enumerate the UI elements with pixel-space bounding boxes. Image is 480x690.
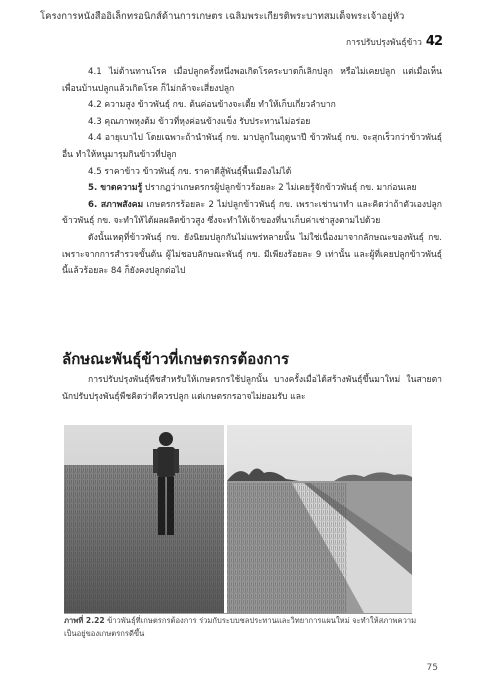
item-5-label: 5. ขาดความรู้: [88, 183, 143, 194]
summary-paragraph: ดังนั้นเหตุที่ข้าวพันธุ์ กข. ยังนิยมปลูกกันไม่แพร่หลายนั้น ไม่ใช่เนื่องมาจากลักษณะของพันธุ์ กข. เพราะจากการสำรวจขั้นต้น ผู้ไม่ชอบลักษณะพันธุ์ กข. มีเพียงร้อยละ 9 เท่านั้น และผู้ที่เคยปลูกข้าวพันธุ์นี้แล้วร้อยละ 84 ก็ยังคงปลูกต่อไป: [62, 232, 442, 277]
section-header: [346, 34, 442, 49]
section-header-label: การปรับปรุงพันธุ์ข้าว: [345, 37, 422, 48]
body-text: [62, 64, 442, 280]
caption-text: ข้าวพันธุ์ที่เกษตรกรต้องการ ร่วมกับระบบชลประทานและวิทยาการแผนใหม่ จะทำให้สภาพความเป็นอยู่ของเกษตรกรดีขึ้น: [64, 616, 417, 638]
photo-illustration: [64, 425, 412, 613]
item-5-text: ปรากฏว่าเกษตรกรผู้ปลูกข้าวร้อยละ 2 ไม่เคยรู้จักข้าวพันธุ์ กข. มาก่อนเลย: [142, 183, 417, 194]
item-4-5: 4.5 ราคาข้าว ข้าวพันธุ์ กข. ราคาดีสู้พันธุ์พื้นเมืองไม่ได้: [88, 166, 292, 177]
intro-paragraph: การปรับปรุงพันธุ์พืชสำหรับให้เกษตรกรใช้ปลูกนั้น บางครั้งเมื่อได้สร้างพันธุ์ขึ้นมาใหม่ ในสายตานักปรับปรุงพันธุ์พืชคิดว่าดีควรปลูก แต่เกษตรกรอาจไม่ยอมรับ และ: [62, 375, 442, 402]
section-title: ลักษณะพันธุ์ข้าวที่เกษตรกรต้องการ: [62, 350, 290, 368]
item-4-4: 4.4 อายุเบาไป โดยเฉพาะถ้านำพันธุ์ กข. มาปลูกในฤดูนาปี ข้าวพันธุ์ กข. จะสุกเร็วกว่าข้าวพันธุ์อื่น ทำให้หนูมารุมกินข้าวที่ปลูก: [62, 133, 442, 160]
item-6-label: 6. สภาพสังคม: [88, 199, 144, 210]
item-6-text: เกษตรกรร้อยละ 2 ไม่ปลูกข้าวพันธุ์ กข. เพราะเช่านาทำ และคิดว่าถ้าตัวเองปลูกข้าวพันธุ์ กข. จะทำให้ได้ผลผลิตข้าวสูง ซึ่งจะทำให้เจ้าของที่นาเก็บค่าเช่าสูงตามไปด้วย: [62, 199, 442, 227]
page-number: 75: [426, 663, 438, 673]
item-5: [62, 180, 442, 197]
running-header: โครงการหนังสืออิเล็กทรอนิกส์ด้านการเกษตร เฉลิมพระเกียรติพระบาทสมเด็จพระเจ้าอยู่หัว: [40, 11, 405, 22]
chapter-mark: 42: [425, 34, 442, 49]
item-4-2: 4.2 ความสูง ข้าวพันธุ์ กข. ต้นค่อนข้างจะเตี้ย ทำให้เก็บเกี่ยวลำบาก: [88, 100, 336, 111]
item-6: [62, 197, 442, 230]
figure-caption: [64, 614, 424, 640]
figure-photo: [64, 425, 412, 614]
item-4-1: 4.1 ไม่ต้านทานโรค เมื่อปลูกครั้งหนึ่งพอเกิดโรคระบาดก็เลิกปลูก หรือไม่เคยปลูก แต่เมื่อเห็นเพื่อนบ้านปลูกแล้วเกิดโรค ก็ไม่กล้าจะเสี่ยงปลูก: [62, 67, 442, 94]
item-4-3: 4.3 คุณภาพหุงต้ม ข้าวที่หุงค่อนข้างแข็ง รับประทานไม่อร่อย: [88, 116, 311, 127]
caption-label: ภาพที่ 2.22: [64, 616, 105, 625]
